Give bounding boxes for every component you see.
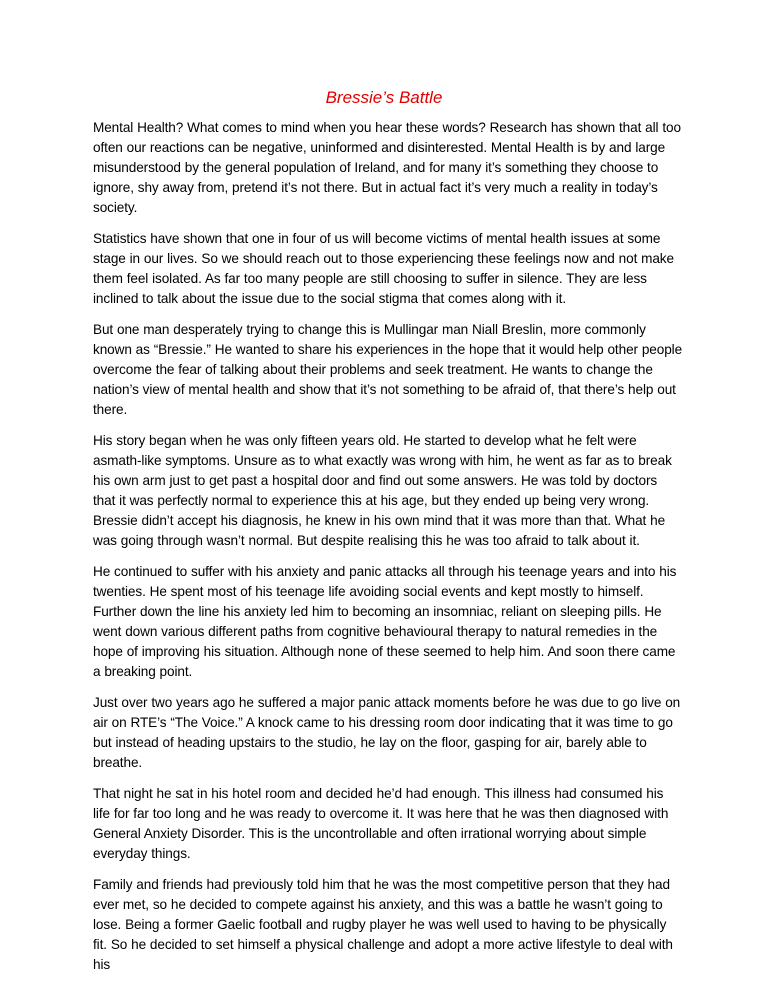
paragraph: That night he sat in his hotel room and decided he’d had enough. This illness had consumed his life for far too long and he was ready to overcome it. It was here that he was then diagnosed with General Anxiety Disorder. This is the uncontrollable and often irrational worrying about simple everyday things. [93,786,669,861]
paragraph: Just over two years ago he suffered a major panic attack moments before he was due to go live on air on RTE’s “The Voice.” A knock came to his dressing room door indicating that it was time to go but instead of heading upstairs to the studio, he lay on the floor, gasping for air, barely able to breathe. [93,695,681,770]
paragraph: Statistics have shown that one in four of us will become victims of mental health issues at some stage in our lives. So we should reach out to those experiencing these feelings now and not make them feel isolated. As far too many people are still choosing to suffer in silence. They are less inclined to talk about the issue due to the social stigma that comes along with it. [93,231,674,306]
paragraph: But one man desperately trying to change this is Mullingar man Niall Breslin, more commonly known as “Bressie.” He wanted to share his experiences in the hope that it would help other people overcome the fear of talking about their problems and seek treatment. He wants to change the nation’s view of mental health and show that it’s not something to be afraid of, that there’s help out there. [93,322,683,417]
document-title: Bressie’s Battle [325,88,443,107]
paragraph: Family and friends had previously told him that he was the most competitive person that they had ever met, so he decided to compete against his anxiety, and this was a battle he wasn’t going to lose. Being a former Gaelic football and rugby player he was well used to having to be physically fit. So he decided to set himself a physical challenge and adopt a more active lifestyle to deal with his [93,877,673,972]
document-body [93,118,683,986]
paragraph: His story began when he was only fifteen years old. He started to develop what he felt were asmath-like symptoms. Unsure as to what exactly was wrong with him, he went as far as to break his own arm just to get past a hospital door and find out some answers. He was told by doctors that it was perfectly normal to experience this at his age, but they ended up being very wrong. Bressie didn’t accept his diagnosis, he knew in his own mind that it was more than that. What he was going through wasn’t normal. But despite realising this he was too afraid to talk about it. [93,433,672,548]
paragraph: He continued to suffer with his anxiety and panic attacks all through his teenage years and into his twenties. He spent most of his teenage life avoiding social events and kept mostly to himself. Further down the line his anxiety led him to becoming an insomniac, reliant on sleeping pills. He went down various different paths from cognitive behavioural therapy to natural remedies in the hope of improving his situation. Although none of these seemed to help him. And soon there came a breaking point. [93,564,677,679]
paragraph: Mental Health? What comes to mind when you hear these words? Research has shown that all too often our reactions can be negative, uninformed and disinterested. Mental Health is by and large misunderstood by the general population of Ireland, and for many it’s something they choose to ignore, shy away from, pretend it’s not there. But in actual fact it’s very much a reality in today’s society. [93,120,681,215]
